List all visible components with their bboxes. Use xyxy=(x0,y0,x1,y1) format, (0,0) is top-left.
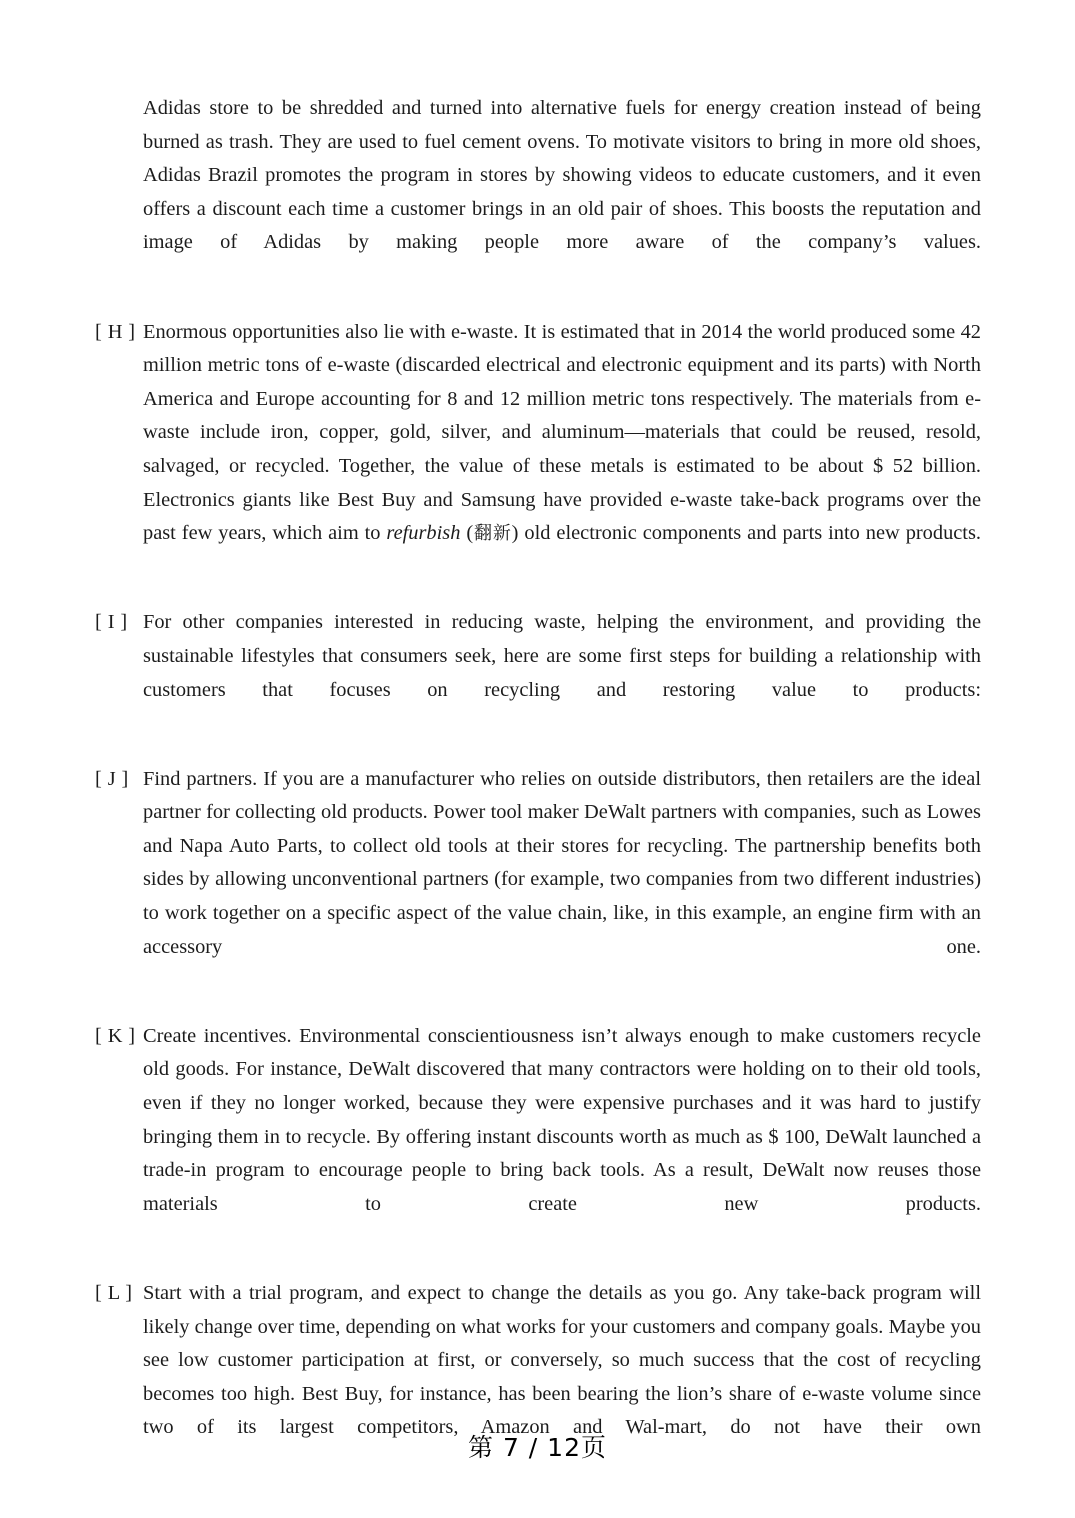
paragraph-label-j: [ J ] xyxy=(95,767,129,790)
paragraph-label-k: [ K ] xyxy=(95,1024,136,1047)
paragraph-k xyxy=(95,1020,981,1255)
paragraph-h-part1: Enormous opportunities also lie with e-waste. It is estimated that in 2014 the world produced some 42 million metric tons of e-waste (discarded electrical and electronic equipment and its parts) with North America and Europe accounting for 8 and 12 million metric tons respectively. The materials from e-waste include iron, copper, gold, silver, and aluminum—materials that could be reused, resold, salvaged, or recycled. Together, the value of these metals is estimated to be about $ 52 billion. Electronics giants like Best Buy and Samsung have provided e-waste take-back programs over the past few years, which aim to xyxy=(143,320,981,545)
document-body xyxy=(95,92,981,1501)
paragraph-i xyxy=(95,606,981,740)
gloss-close-paren: ) xyxy=(511,522,525,545)
paragraph-label-h: [ H ] xyxy=(95,320,136,343)
italic-term-refurbish: refurbish xyxy=(386,522,461,545)
gloss-open-paren: ( xyxy=(460,522,474,545)
paragraph-h xyxy=(95,316,981,585)
paragraph-label-l: [ L ] xyxy=(95,1282,133,1304)
paragraph-text-j: Find partners. If you are a manufacturer who relies on outside distributors, then retailers are the ideal partner for collecting old products. Power tool maker DeWalt partners with companies, such as Lowes and Napa Auto Parts, to collect old tools at their stores for recycling. The partnership benefits both sides by allowing unconventional partners (for example, two companies from two different industries) to work together on a specific aspect of the value chain, like, in this example, an engine firm with an accessory one. xyxy=(143,767,981,958)
paragraph-continuation xyxy=(143,92,981,294)
paragraph-h-part2: old electronic components and parts into new products. xyxy=(524,522,982,545)
paragraph-text-h xyxy=(143,316,981,585)
paragraph-text: Adidas store to be shredded and turned into alternative fuels for energy creation instead of being burned as trash. They are used to fuel cement ovens. To motivate visitors to bring in more old shoes, Adidas Brazil promotes the program in stores by showing videos to educate customers, and it even offers a discount each time a customer brings in an old pair of shoes. This boosts the reputation and image of Adidas by making people more aware of the company’s values. xyxy=(143,97,981,254)
paragraph-j xyxy=(95,763,981,998)
chinese-gloss-fanxin: 翻新 xyxy=(473,523,512,545)
paragraph-text-k: Create incentives. Environmental conscientiousness isn’t always enough to make customers recycle old goods. For instance, DeWalt discovered that many contractors were holding on to their old tools, even if they no longer worked, because they were expensive purchases and it was hard to justify bringing them in to recycle. By offering instant discounts worth as much as $ 100, DeWalt launched a trade-in program to encourage people to bring back tools. As a result, DeWalt now reuses those materials to create new products. xyxy=(143,1024,981,1215)
page-number-footer: 第 7 / 12页 xyxy=(468,1433,607,1462)
paragraph-text-i: For other companies interested in reducing waste, helping the environment, and providing the sustainable lifestyles that consumers seek, here are some first steps for building a relationship with customers that focuses on recycling and restoring value to products: xyxy=(143,611,981,701)
paragraph-text-l: Start with a trial program, and expect to change the details as you go. Any take-back program will likely change over time, depending on what works for your customers and company goals. Maybe you see low customer participation at first, or conversely, so much success that the cost of recycling becomes too high. Best Buy, for instance, has been bearing the lion’s share of e-waste volume since two of its largest competitors, Amazon and Wal-mart, do not have their own xyxy=(143,1282,981,1439)
paragraph-label-i: [ I ] xyxy=(95,611,128,634)
